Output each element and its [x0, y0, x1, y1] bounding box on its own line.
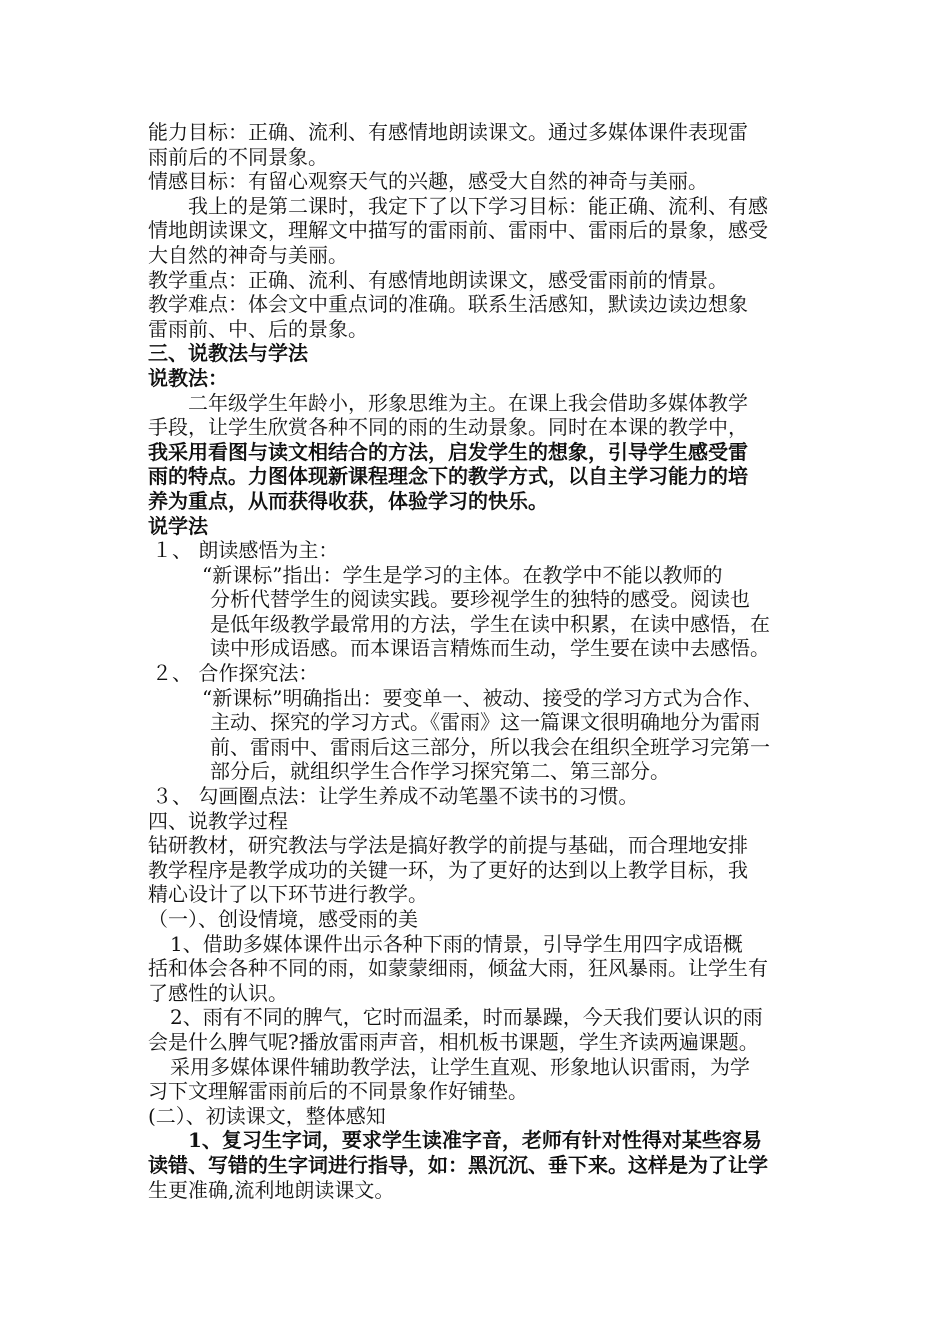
text-line: 教学重点：正确、流利、有感情地朗读课文，感受雷雨前的情景。	[148, 267, 728, 292]
text-line: 1、借助多媒体课件出示各种下雨的情景，引导学生用四字成语概	[170, 931, 743, 956]
text-line: 我采用看图与读文相结合的方法，启发学生的想象，引导学生感受雷	[148, 439, 748, 464]
text-line: 大自然的神奇与美丽。	[148, 242, 348, 267]
text-line: 我上的是第二课时，我定下了以下学习目标：能正确、流利、有感	[188, 193, 768, 218]
text-line: （一）、创设情境，感受雨的美	[148, 907, 418, 931]
text-line: 是低年级教学最常用的方法，学生在读中积累，在读中感悟，在	[210, 611, 770, 636]
text-line: 前、雷雨中、雷雨后这三部分，所以我会在组织全班学习完第一	[210, 734, 770, 759]
text-line: 钻研教材，研究教法与学法是搞好教学的前提与基础，而合理地安排	[148, 833, 748, 858]
text-line: 精心设计了以下环节进行教学。	[148, 882, 428, 907]
text-line: 三、说教法与学法	[148, 341, 308, 366]
text-line: 2、雨有不同的脾气，它时而温柔，时而暴躁，今天我们要认识的雨	[170, 1005, 763, 1030]
text-line: 情感目标：有留心观察天气的兴趣，感受大自然的神奇与美丽。	[148, 169, 708, 194]
text-line: １、 朗读感悟为主：	[152, 538, 339, 563]
text-line: 分析代替学生的阅读实践。要珍视学生的独特的感受。阅读也	[210, 587, 750, 612]
text-line: 能力目标：正确、流利、有感情地朗读课文。通过多媒体课件表现雷	[148, 120, 748, 144]
text-line: 说学法	[148, 513, 208, 538]
text-line: 雨的特点。力图体现新课程理念下的教学方式，以自主学习能力的培	[148, 464, 748, 489]
text-line: 括和体会各种不同的雨，如蒙蒙细雨，倾盆大雨，狂风暴雨。让学生有	[148, 956, 768, 981]
text-line: 采用多媒体课件辅助教学法，让学生直观、形象地认识雷雨，为学	[170, 1054, 750, 1079]
text-line: 养为重点，从而获得收获，体验学习的快乐。	[148, 488, 548, 513]
text-line: 说教法：	[148, 365, 228, 390]
text-line: 四、说教学过程	[148, 808, 288, 833]
text-line: 雨前后的不同景象。	[148, 144, 328, 169]
text-line: 教学难点：体会文中重点词的准确。联系生活感知，默读边读边想象	[148, 292, 748, 317]
text-line: “新课标”明确指出：要变单一、被动、接受的学习方式为合作、	[202, 685, 763, 710]
text-line: 生更准确,流利地朗读课文。	[148, 1177, 395, 1202]
text-line: 读错、写错的生字词进行指导，如：黑沉沉、垂下来。这样是为了让学	[148, 1152, 768, 1177]
text-line: 手段，让学生欣赏各种不同的雨的生动景象。同时在本课的教学中，	[148, 415, 748, 440]
text-line: “新课标”指出：学生是学习的主体。在教学中不能以教师的	[202, 562, 723, 587]
document-page	[148, 120, 828, 1202]
text-line: 教学程序是教学成功的关键一环，为了更好的达到以上教学目标，我	[148, 857, 748, 882]
text-line: 部分后，就组织学生合作学习探究第二、第三部分。	[210, 759, 670, 784]
text-line: 雷雨前、中、后的景象。	[148, 316, 368, 341]
text-line: 会是什么脾气呢?播放雷雨声音，相机板书课题，学生齐读两遍课题。	[148, 1029, 759, 1054]
text-line: 二年级学生年龄小，形象思维为主。在课上我会借助多媒体教学	[188, 390, 748, 415]
text-line: 习下文理解雷雨前后的不同景象作好铺垫。	[148, 1079, 528, 1104]
text-line: ３、 勾画圈点法：让学生养成不动笔墨不读书的习惯。	[152, 784, 639, 809]
text-line: 1、复习生字词，要求学生读准字音，老师有针对性得对某些容易	[188, 1128, 762, 1153]
text-line: 主动、探究的学习方式。《雷雨》这一篇课文很明确地分为雷雨	[210, 710, 760, 735]
text-line: 读中形成语感。而本课语言精炼而生动，学生要在读中去感悟。	[210, 636, 770, 661]
text-line: 了感性的认识。	[148, 980, 288, 1005]
text-line: ２、 合作探究法：	[152, 661, 319, 686]
text-line: 情地朗读课文，理解文中描写的雷雨前、雷雨中、雷雨后的景象，感受	[148, 218, 768, 243]
text-line: (二）、初读课文，整体感知	[148, 1103, 386, 1128]
